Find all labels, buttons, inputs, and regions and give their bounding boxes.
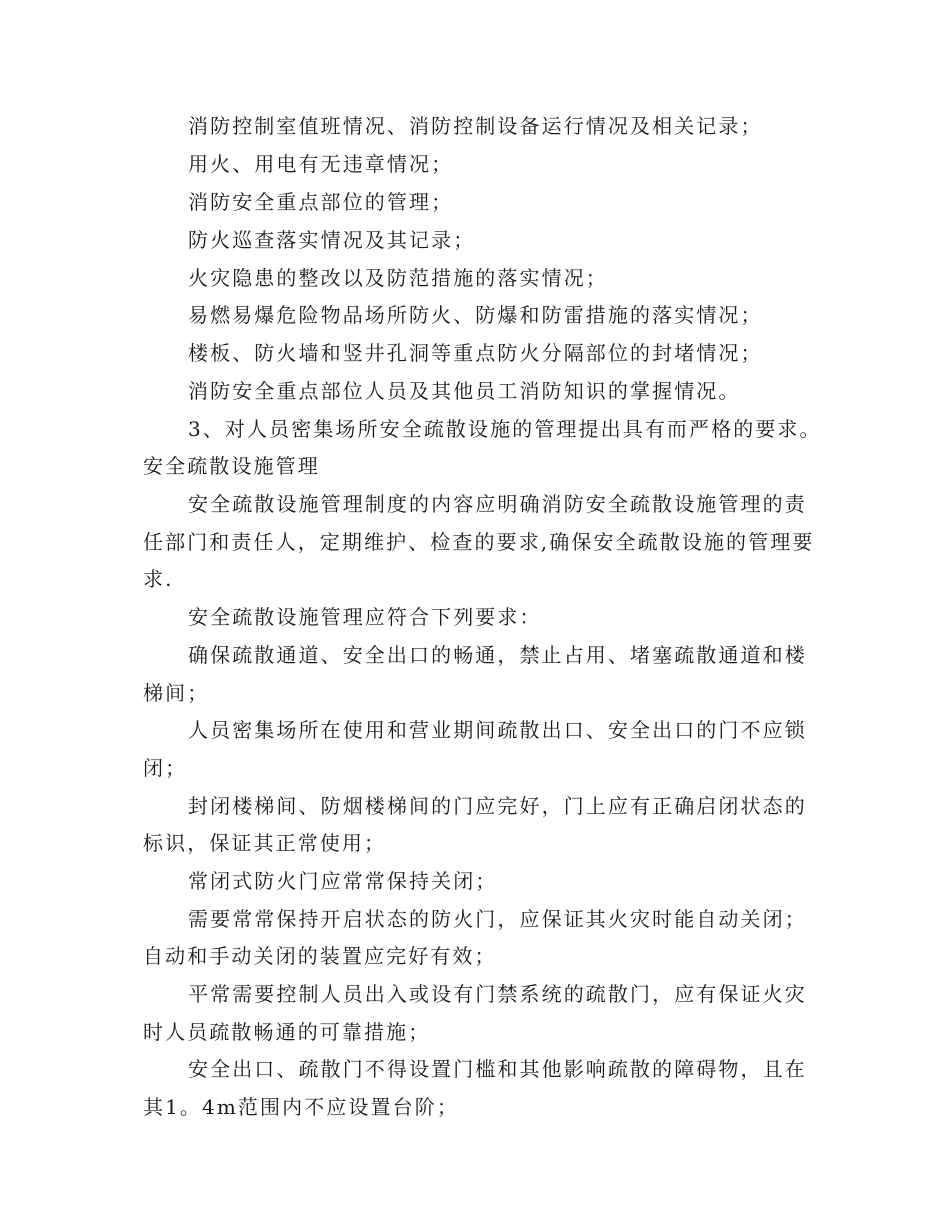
- text-line: 平常需要控制人员出入或设有门禁系统的疏散门，应有保证火灾: [188, 982, 807, 1006]
- text-line: 求.: [143, 567, 174, 591]
- text-line: 梯间；: [143, 681, 210, 705]
- section-heading: 安全疏散设施管理: [143, 454, 320, 478]
- text-line: 3、对人员密集场所安全疏散设施的管理提出具有而严格的要求。: [188, 417, 822, 441]
- text-line: 火灾隐患的整改以及防范措施的落实情况；: [188, 266, 608, 290]
- text-line: 易燃易爆危险物品场所防火、防爆和防雷措施的落实情况；: [188, 303, 763, 327]
- text-line: 消防安全重点部位人员及其他员工消防知识的掌握情况。: [188, 379, 741, 403]
- text-line: 需要常常保持开启状态的防火门，应保证其火灾时能自动关闭；: [188, 907, 807, 931]
- text-line: 自动和手动关闭的装置应完好有效；: [143, 944, 497, 968]
- text-line: 时人员疏散畅通的可靠措施；: [143, 1020, 431, 1044]
- text-line: 防火巡查落实情况及其记录；: [188, 228, 476, 252]
- text-line: 常闭式防火门应常常保持关闭；: [188, 869, 498, 893]
- text-line: 安全疏散设施管理制度的内容应明确消防安全疏散设施管理的责: [188, 492, 807, 516]
- text-line: 用火、用电有无违章情况；: [188, 152, 454, 176]
- text-line: 确保疏散通道、安全出口的畅通，禁止占用、堵塞疏散通道和楼: [188, 643, 807, 667]
- text-line: 其1。4m范围内不应设置台阶；: [143, 1095, 459, 1119]
- text-line: 消防控制室值班情况、消防控制设备运行情况及相关记录；: [188, 114, 763, 138]
- text-line: 标识，保证其正常使用；: [143, 831, 387, 855]
- text-line: 安全出口、疏散门不得设置门槛和其他影响疏散的障碍物，且在: [188, 1057, 807, 1081]
- text-line: 消防安全重点部位的管理；: [188, 190, 454, 214]
- text-line: 封闭楼梯间、防烟楼梯间的门应完好，门上应有正确启闭状态的: [188, 794, 807, 818]
- text-line: 安全疏散设施管理应符合下列要求：: [188, 605, 542, 629]
- text-line: 任部门和责任人，定期维护、检查的要求,确保安全疏散设施的管理要: [143, 530, 815, 554]
- text-line: 楼板、防火墙和竖井孔洞等重点防火分隔部位的封堵情况；: [188, 341, 763, 365]
- text-line: 人员密集场所在使用和营业期间疏散出口、安全出口的门不应锁: [188, 718, 807, 742]
- text-line: 闭；: [143, 756, 188, 780]
